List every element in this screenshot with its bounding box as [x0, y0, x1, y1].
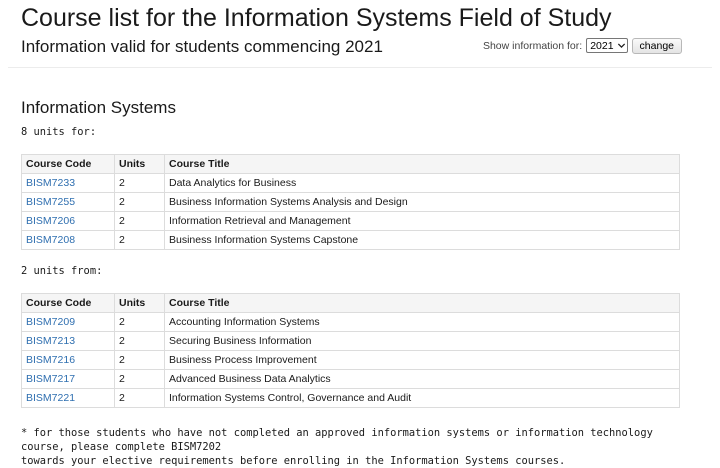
year-selector-group: [483, 37, 682, 54]
table-row: [22, 212, 680, 231]
year-selector-label: Show information for:: [482, 39, 583, 52]
year-select[interactable]: [586, 38, 627, 53]
section-heading: Information Systems: [21, 98, 176, 117]
footnote-line-1: * for those students who have not completed an approved information systems or information technology course, please complete BISM7202: [21, 427, 653, 453]
course-title: Advanced Business Data Analytics: [165, 370, 680, 389]
course-units: 2: [115, 351, 165, 370]
table-header-row: [22, 294, 680, 313]
column-header-units: Units: [115, 294, 165, 313]
course-units: 2: [115, 193, 165, 212]
footnote-line-2: towards your elective requirements before enrolling in the Information Systems courses.: [21, 455, 566, 467]
course-title: Business Information Systems Capstone: [165, 231, 680, 250]
course-units: 2: [115, 370, 165, 389]
course-title: Accounting Information Systems: [165, 313, 680, 332]
course-units: 2: [115, 389, 165, 408]
course-title: Data Analytics for Business: [165, 174, 680, 193]
header-divider: [8, 67, 712, 68]
course-title: Information Retrieval and Management: [165, 212, 680, 231]
course-title: Business Process Improvement: [165, 351, 680, 370]
course-title: Information Systems Control, Governance and Audit: [165, 389, 680, 408]
units-label-elective: 2 units from:: [21, 265, 103, 277]
course-code-link[interactable]: BISM7217: [26, 373, 76, 385]
column-header-title: Course Title: [165, 155, 680, 174]
course-code-link[interactable]: BISM7209: [26, 316, 76, 328]
required-courses-table: [21, 154, 680, 250]
column-header-units: Units: [115, 155, 165, 174]
table-header-row: [22, 155, 680, 174]
course-units: 2: [115, 332, 165, 351]
change-button[interactable]: change: [632, 38, 682, 54]
course-code-link[interactable]: BISM7208: [26, 234, 76, 246]
course-title: Securing Business Information: [165, 332, 680, 351]
course-code-link[interactable]: BISM7221: [26, 392, 76, 404]
chevron-down-icon: [617, 41, 626, 50]
course-units: 2: [115, 174, 165, 193]
table-row: [22, 174, 680, 193]
footnote: [21, 426, 701, 468]
course-code-link[interactable]: BISM7213: [26, 335, 76, 347]
column-header-code: Course Code: [22, 294, 115, 313]
table-row: [22, 389, 680, 408]
course-units: 2: [115, 313, 165, 332]
table-row: [22, 351, 680, 370]
year-select-value: 2021: [590, 39, 614, 52]
course-units: 2: [115, 231, 165, 250]
course-units: 2: [115, 212, 165, 231]
table-row: [22, 193, 680, 212]
course-code-link[interactable]: BISM7233: [26, 177, 76, 189]
column-header-code: Course Code: [22, 155, 115, 174]
elective-courses-table: [21, 293, 680, 408]
page-subtitle: Information valid for students commencing 2021: [21, 37, 383, 56]
course-code-link[interactable]: BISM7216: [26, 354, 76, 366]
table-row: [22, 313, 680, 332]
table-row: [22, 370, 680, 389]
table-row: [22, 231, 680, 250]
column-header-title: Course Title: [165, 294, 680, 313]
table-row: [22, 332, 680, 351]
course-title: Business Information Systems Analysis and Design: [165, 193, 680, 212]
course-code-link[interactable]: BISM7206: [26, 215, 76, 227]
units-label-required: 8 units for:: [21, 126, 97, 138]
page-title: Course list for the Information Systems Field of Study: [21, 4, 612, 32]
course-code-link[interactable]: BISM7255: [26, 196, 76, 208]
